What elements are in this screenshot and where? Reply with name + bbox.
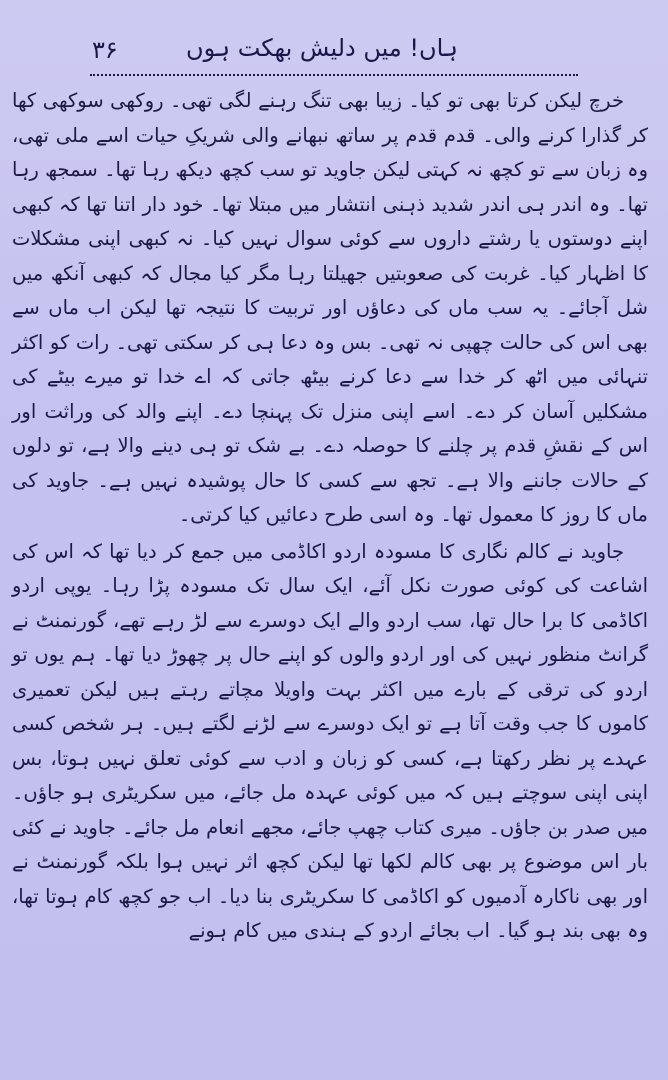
page-bottom-margin (0, 1010, 668, 1080)
paragraph-2: جاوید نے کالم نگاری کا مسودہ اردو اکاڈمی میں جمع کر دیا تھا کہ اس کی اشاعت کی کوئی صورت نکل آئے، ایک سال تک مسودہ پڑا رہا۔ یوپی اردو اکاڈمی کا برا حال تھا، سب اردو والے ایک دوسرے سے لڑ رہے تھے، گورنمنٹ نے گرانٹ منظور نہیں کی اور اردو والوں کو اپنے حال پر چھوڑ دیا تھا۔ ہم یوں تو اردو کی ترقی کے بارے میں اکثر بہت واویلا مچاتے رہتے ہیں لیکن تعمیری کاموں کا جب وقت آتا ہے تو ایک دوسرے سے لڑنے لگتے ہیں۔ ہر شخص کسی عہدے پر نظر رکھتا ہے، کسی کو زبان و ادب سے کوئی تعلق نہیں ہوتا، بس اپنی اپنی سوچتے ہیں کہ میں کوئی عہدہ مل جائے، میں سکریٹری ہو جاؤں۔ میں صدر بن جاؤں۔ میری کتاب چھپ جائے، مجھے انعام مل جائے۔ جاوید نے کئی بار اس موضوع پر بھی کالم لکھا تھا لیکن کچھ اثر نہیں ہوا بلکہ گورنمنٹ نے اور بھی ناکارہ آدمیوں کو اکاڈمی کا سکریٹری بنا دیا۔ اب جو کچھ کام ہوتا تھا، وہ بھی بند ہو گیا۔ اب بجائے اردو کے ہندی میں کام ہونے (12, 539, 648, 942)
paragraph-1: خرچ لیکن کرتا بھی تو کیا۔ زیبا بھی تنگ رہنے لگی تھی۔ روکھی سوکھی کھا کر گذارا کرنے والی۔ قدم قدم پر ساتھ نبھانے والی شریکِ حیات اسے ملی تھی، وہ زبان سے تو کچھ نہ کہتی لیکن جاوید تو سب کچھ دیکھ رہا تھا۔ سمجھ رہا تھا۔ وہ اندر ہی اندر شدید ذہنی انتشار میں مبتلا تھا۔ خود دار اتنا تھا کہ کبھی اپنے دوستوں یا رشتے داروں سے کوئی سوال نہیں کیا۔ نہ کبھی اپنی مشکلات کا اظہار کیا۔ غربت کی صعوبتیں جھیلتا رہا مگر کیا مجال کہ کبھی آنکھ میں شل آجائے۔ یہ سب ماں کی دعاؤں اور تربیت کا نتیجہ تھا لیکن اب ماں سے بھی اس کی حالت چھپی نہ تھی۔ بس وہ دعا ہی کر سکتی تھی۔ رات کو اکثر تنہائی میں اٹھ کر خدا سے دعا کرنے بیٹھ جاتی کہ اے خدا تو میرے بیٹے کی مشکلیں آسان کر دے۔ اسے اپنی منزل تک پہنچا دے۔ اپنے والد کی وراثت اور اس کے نقشِ قدم پر چلنے کا حوصلہ دے۔ بے شک تو ہی دینے والا ہے، تو دلوں کے حالات جاننے والا ہے۔ تجھ سے کسی کا حال پوشیدہ نہیں ہے۔ جاوید کی ماں کا روز کا معمول تھا۔ وہ اسی طرح دعائیں کیا کرتی۔ (12, 89, 648, 526)
running-title: ہاں! میں دلیش بھکت ہوں (186, 34, 458, 62)
page-number: ۳۶ (92, 36, 118, 64)
header-divider (90, 74, 578, 76)
page-header (60, 28, 608, 76)
page-body (12, 84, 648, 949)
